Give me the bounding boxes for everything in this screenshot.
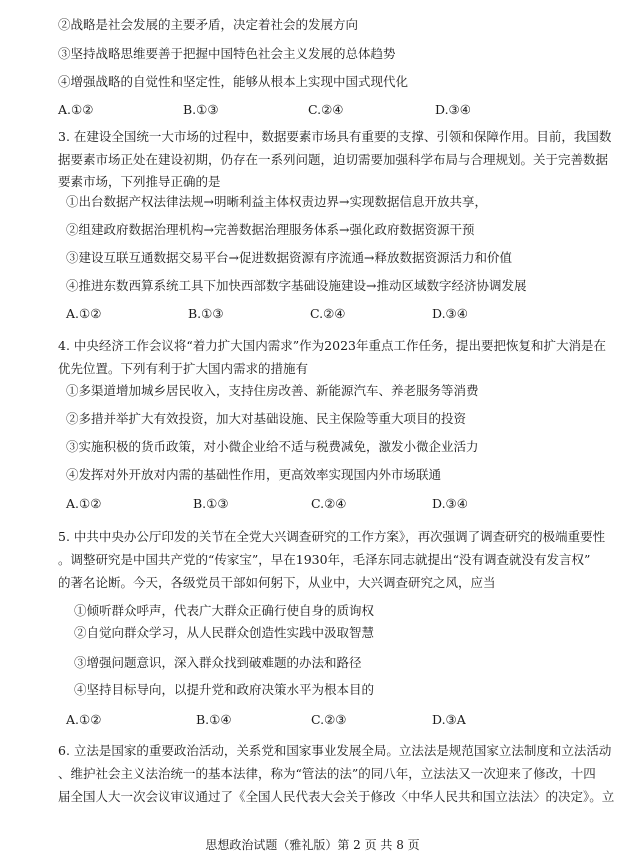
q5-stem-line-2: 。调整研究是中国共产党的“传家宝”，早在1930年，毛泽东同志就提出“没有调查就没有发言权” — [58, 552, 591, 567]
q2-statement-2: ②战略是社会发展的主要矛盾，决定着社会的发展方向 — [58, 17, 359, 32]
q6-stem-line-1: 6. 立法是国家的重要政治活动，关系党和国家事业发展全局。立法法是规范国家立法制度和立法活动 — [58, 743, 612, 758]
q4-stem-line-1: 4. 中央经济工作会议将“着力扩大国内需求”作为2023年重点工作任务，提出要把恢复和扩大消是在 — [58, 338, 606, 353]
q3-option-b: B.①③ — [188, 306, 224, 321]
q5-stem-line-1: 5. 中共中央办公厅印发的关节在全党大兴调查研究的工作方案》，再次强调了调查研究的极端重要性 — [58, 529, 606, 544]
q2-option-d: D.③④ — [435, 102, 471, 117]
q2-statement-3: ③坚持战略思维要善于把握中国特色社会主义发展的总体趋势 — [58, 46, 396, 61]
q3-statement-3: ③建设互联互通数据交易平台→促进数据资源有序流通→释放数据资源活力和价值 — [66, 250, 512, 265]
q3-option-c: C.②④ — [310, 306, 346, 321]
q5-statement-1: ①倾听群众呼声，代表广大群众正确行使自身的质询权 — [74, 603, 375, 618]
q4-statement-3: ③实施积极的货币政策，对小微企业给不适与税费减免，激发小微企业活力 — [66, 439, 479, 454]
q5-statement-4: ④坚持目标导向，以提升党和政府决策水平为根本目的 — [74, 682, 375, 697]
q3-option-a: A.①② — [66, 306, 102, 321]
q3-stem-line-1: 3. 在建设全国统一大市场的过程中，数据要素市场具有重要的支撑、引领和保障作用。目前，我国数 — [58, 129, 612, 144]
q3-statement-4: ④推进东数西算系统工具下加快西部数字基础设施建设→推动区域数字经济协调发展 — [66, 278, 527, 293]
q5-stem-line-3: 的著名论断。今天，各级党员干部如何躬下，从业中，大兴调查研究之风，应当 — [58, 575, 496, 590]
q4-stem-line-2: 优先位置。下列有利于扩大国内需求的措施有 — [58, 361, 309, 376]
q2-option-a: A.①② — [58, 102, 94, 117]
q2-option-b: B.①③ — [183, 102, 219, 117]
q4-statement-2: ②多措并举扩大有效投资，加大对基础设施、民主保险等重大项目的投资 — [66, 411, 467, 426]
q5-option-a: A.①② — [66, 712, 102, 727]
q4-statement-1: ①多渠道增加城乡居民收入，支持住房改善、新能源汽车、养老服务等消费 — [66, 383, 479, 398]
q4-option-d: D.③④ — [432, 496, 468, 511]
q5-statement-3: ③增强问题意识，深入群众找到破难题的办法和路径 — [74, 655, 362, 670]
q4-option-b: B.①③ — [193, 496, 229, 511]
q6-stem-line-2: 、维护社会主义法治统一的基本法律，称为“管法的法”的同八年，立法法又一次迎来了修改，十四 — [58, 766, 596, 781]
q2-option-c: C.②④ — [308, 102, 344, 117]
q5-option-c: C.②③ — [311, 712, 347, 727]
q3-option-d: D.③④ — [432, 306, 468, 321]
q3-statement-2: ②组建政府数据治理机构→完善数据治理服务体系→强化政府数据资源干预 — [66, 222, 475, 237]
q2-statement-4: ④增强战略的自觉性和坚定性，能够从根本上实现中国式现代化 — [58, 74, 409, 89]
q4-option-c: C.②④ — [311, 496, 347, 511]
q5-option-b: B.①④ — [196, 712, 232, 727]
q4-statement-4: ④发挥对外开放对内需的基础性作用，更高效率实现国内外市场联通 — [66, 467, 442, 482]
q3-statement-1: ①出台数据产权法律法规→明晰利益主体权责边界→实现数据信息开放共享， — [66, 194, 487, 209]
page-footer: 思想政治试题（雅礼版）第 2 页 共 8 页 — [205, 838, 420, 852]
q6-stem-line-3: 届全国人大一次会议审议通过了《全国人民代表大会关于修改〈中华人民共和国立法法〉的决定》。立 — [58, 789, 615, 804]
q5-statement-2: ②自觉向群众学习，从人民群众创造性实践中汲取智慧 — [74, 625, 375, 640]
q4-option-a: A.①② — [66, 496, 102, 511]
q3-stem-line-2: 据要素市场正处在建设初期，仍存在一系列问题，迫切需要加强科学布局与合理规划。关于完善数据 — [58, 152, 609, 167]
q3-stem-line-3: 要素市场，下列推导正确的是 — [58, 174, 221, 189]
q5-option-d: D.③A — [432, 712, 466, 727]
